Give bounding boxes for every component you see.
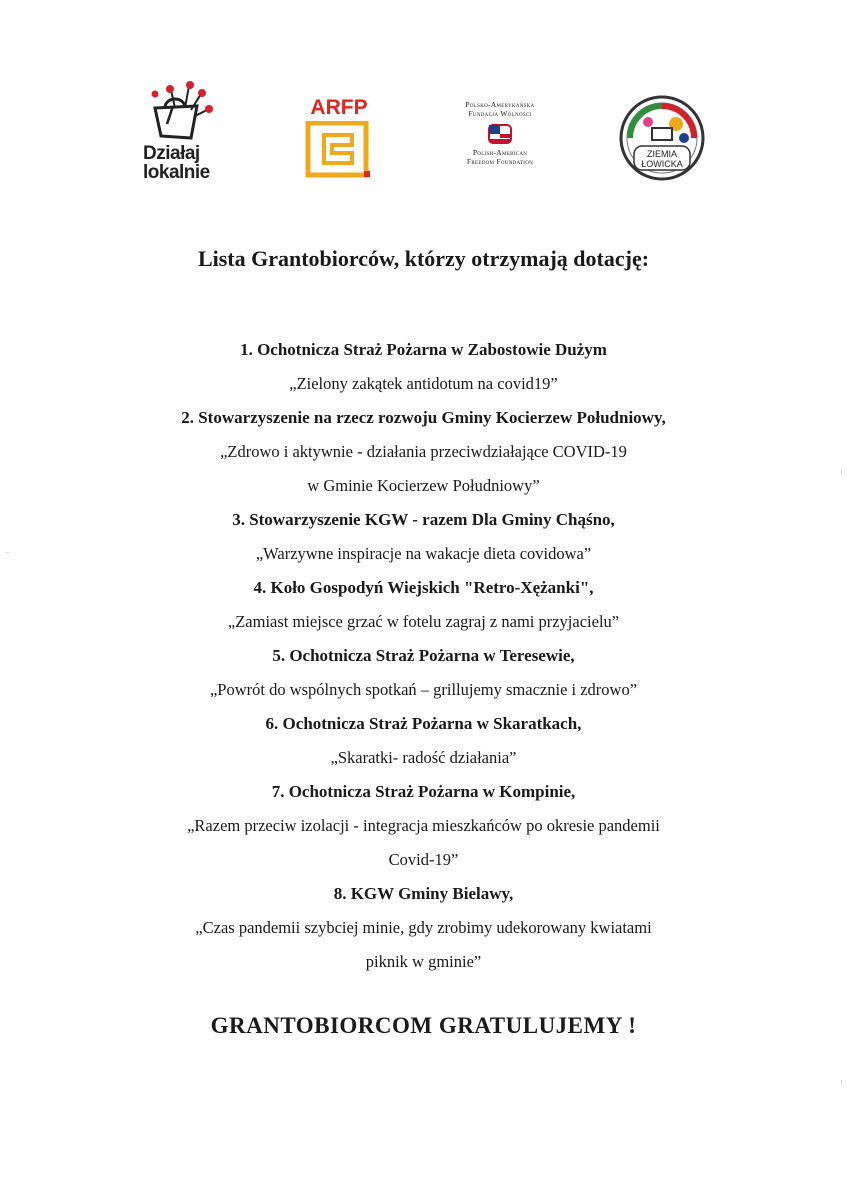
grantee-2-project-line1: „Zdrowo i aktywnie - działania przeciwdziałające COVID-19 [220, 442, 627, 461]
dzialaj-lokalnie-logo [143, 80, 223, 190]
grantee-8-project-line2: piknik w gminie” [365, 952, 482, 971]
bag-with-flowers-icon [145, 80, 221, 142]
grantee-6-project: „Skaratki- radość działania” [330, 748, 517, 767]
arfp-mark-icon [302, 121, 376, 181]
scan-speck [841, 470, 842, 474]
grantee-1-project: „Zielony zakątek antidotum na covid19” [289, 374, 558, 393]
paff-logo [450, 100, 550, 178]
ziemia-lowicka-logo [618, 94, 706, 182]
grantee-list [0, 333, 847, 979]
grantee-2-project-line2: w Gminie Kocierzew Południowy” [307, 476, 540, 495]
grantee-4-name: 4. Koło Gospodyń Wiejskich "Retro-Xężanki", [253, 578, 594, 597]
grantee-7-project-line1: „Razem przeciw izolacji - integracja mieszkańców po okresie pandemii [187, 816, 660, 835]
grantee-6-name: 6. Ochotnicza Straż Pożarna w Skaratkach, [265, 714, 582, 733]
grantee-5-name: 5. Ochotnicza Straż Pożarna w Teresewie, [272, 646, 575, 665]
scan-speck [841, 1080, 842, 1084]
grantee-7-project-line2: Covid-19” [388, 850, 459, 869]
grantee-1-name: 1. Ochotnicza Straż Pożarna w Zabostowie Dużym [240, 340, 607, 359]
scan-speck [6, 552, 9, 553]
paff-en-line2: Freedom Foundation [466, 157, 534, 166]
flag-emblem-icon [486, 122, 514, 146]
logo-text-line2: lokalnie [143, 162, 210, 183]
grantee-8-name: 8. KGW Gminy Bielawy, [333, 884, 514, 903]
paff-pl-line2: Fundacja Wolności [468, 109, 532, 118]
grantee-8-project-line1: „Czas pandemii szybciej minie, gdy zrobimy udekorowany kwiatami [195, 918, 652, 937]
grantee-2-name: 2. Stowarzyszenie na rzecz rozwoju Gminy Kocierzew Południowy, [181, 408, 666, 427]
grantee-5-project: „Powrót do wspólnych spotkań – grillujemy smacznie i zdrowo” [209, 680, 638, 699]
grantee-3-project: „Warzywne inspiracje na wakacje dieta covidowa” [255, 544, 592, 563]
grantee-4-project: „Zamiast miejsce grzać w fotelu zagraj z nami przyjacielu” [227, 612, 620, 631]
arfp-logo-text: ARFP [310, 96, 368, 119]
arfp-logo [302, 97, 382, 183]
ziemia-lowicka-line2: ŁOWICKA [641, 159, 683, 169]
ziemia-lowicka-line1: ZIEMIA [646, 149, 677, 159]
logo-text-line1: Działaj [143, 143, 200, 164]
closing-congratulations: GRANTOBIORCOM GRATULUJEMY ! [210, 1013, 637, 1038]
grantee-3-name: 3. Stowarzyszenie KGW - razem Dla Gminy Chąśno, [232, 510, 615, 529]
paff-pl-line1: Polsko-Amerykańska [465, 100, 535, 109]
page-title: Lista Grantobiorców, którzy otrzymają dotację: [197, 246, 650, 271]
paff-en-line1: Polish-American [472, 148, 528, 157]
grantee-7-name: 7. Ochotnicza Straż Pożarna w Kompinie, [271, 782, 576, 801]
